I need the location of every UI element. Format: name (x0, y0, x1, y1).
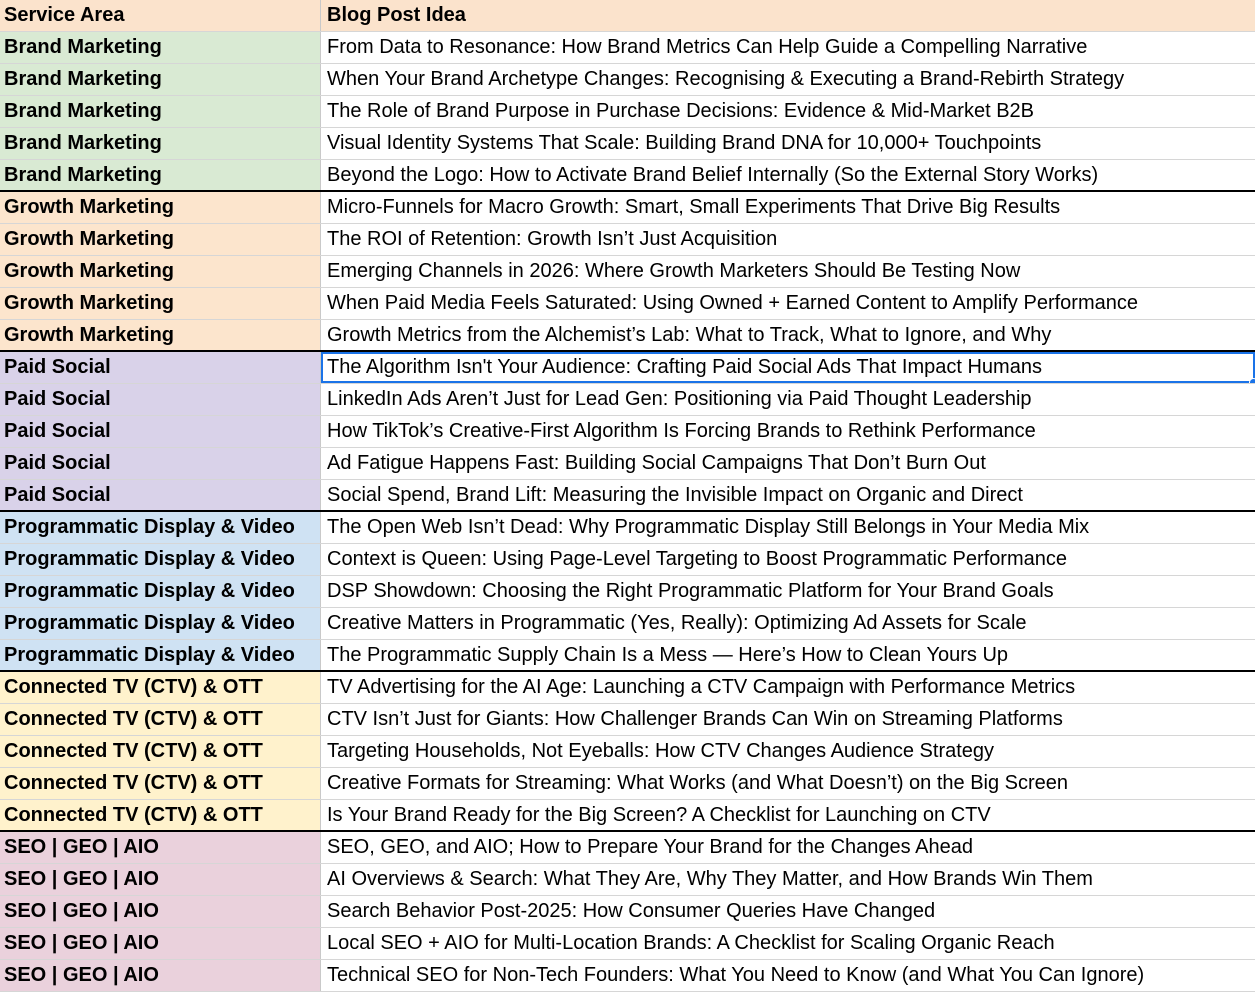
service-area-cell[interactable]: Brand Marketing (0, 32, 321, 63)
blog-post-idea-cell[interactable]: Creative Matters in Programmatic (Yes, Really): Optimizing Ad Assets for Scale (327, 612, 1027, 634)
service-area-cell[interactable]: SEO | GEO | AIO (0, 864, 321, 895)
service-area-cell[interactable]: Growth Marketing (0, 288, 321, 319)
fill-handle[interactable] (1249, 378, 1255, 383)
table-row (0, 320, 1255, 352)
service-area-cell[interactable]: Connected TV (CTV) & OTT (0, 736, 321, 767)
blog-post-idea-cell[interactable]: The ROI of Retention: Growth Isn’t Just Acquisition (327, 228, 778, 250)
service-area-cell[interactable]: SEO | GEO | AIO (0, 832, 321, 863)
table-row (0, 448, 1255, 480)
header-service-area[interactable]: Service Area (0, 0, 321, 31)
blog-post-idea-cell[interactable]: SEO, GEO, and AIO; How to Prepare Your Brand for the Changes Ahead (327, 836, 973, 858)
table-row (0, 672, 1255, 704)
blog-post-idea-cell[interactable]: LinkedIn Ads Aren’t Just for Lead Gen: Positioning via Paid Thought Leadership (327, 388, 1032, 410)
service-area-cell[interactable]: Programmatic Display & Video (0, 576, 321, 607)
blog-post-idea-cell[interactable]: Creative Formats for Streaming: What Works (and What Doesn’t) on the Big Screen (327, 772, 1069, 794)
service-area-cell[interactable]: Programmatic Display & Video (0, 608, 321, 639)
blog-post-idea-cell[interactable]: AI Overviews & Search: What They Are, Why They Matter, and How Brands Win Them (327, 868, 1093, 890)
service-area-cell[interactable]: Connected TV (CTV) & OTT (0, 800, 321, 830)
service-area-cell[interactable]: Programmatic Display & Video (0, 512, 321, 543)
service-area-cell[interactable]: Paid Social (0, 448, 321, 479)
table-row (0, 736, 1255, 768)
blog-post-idea-cell[interactable]: Emerging Channels in 2026: Where Growth Marketers Should Be Testing Now (327, 260, 1021, 282)
service-area-cell[interactable]: Paid Social (0, 352, 321, 383)
service-area-cell[interactable]: Growth Marketing (0, 256, 321, 287)
blog-post-idea-cell[interactable]: Growth Metrics from the Alchemist’s Lab: What to Track, What to Ignore, and Why (327, 324, 1052, 346)
service-area-cell[interactable]: Growth Marketing (0, 320, 321, 350)
table-row (0, 512, 1255, 544)
table-row (0, 64, 1255, 96)
table-row (0, 896, 1255, 928)
table-row (0, 704, 1255, 736)
table-row (0, 864, 1255, 896)
service-area-cell[interactable]: SEO | GEO | AIO (0, 896, 321, 927)
blog-post-idea-cell[interactable]: DSP Showdown: Choosing the Right Programmatic Platform for Your Brand Goals (327, 580, 1054, 602)
table-row (0, 384, 1255, 416)
service-area-cell[interactable]: Paid Social (0, 416, 321, 447)
table-row (0, 608, 1255, 640)
table-row (0, 640, 1255, 672)
blog-post-idea-cell[interactable]: Targeting Households, Not Eyeballs: How CTV Changes Audience Strategy (327, 740, 995, 762)
blog-post-idea-cell[interactable]: Micro-Funnels for Macro Growth: Smart, Small Experiments That Drive Big Results (327, 196, 1061, 218)
table-row (0, 192, 1255, 224)
table-row (0, 832, 1255, 864)
table-row (0, 288, 1255, 320)
blog-post-idea-cell[interactable]: The Programmatic Supply Chain Is a Mess — Here’s How to Clean Yours Up (327, 644, 1009, 666)
service-area-cell[interactable]: Connected TV (CTV) & OTT (0, 704, 321, 735)
service-area-cell[interactable]: SEO | GEO | AIO (0, 960, 321, 991)
service-area-cell[interactable]: Brand Marketing (0, 64, 321, 95)
blog-post-idea-cell[interactable]: CTV Isn’t Just for Giants: How Challenger Brands Can Win on Streaming Platforms (327, 708, 1063, 730)
blog-post-idea-cell[interactable]: Technical SEO for Non-Tech Founders: What You Need to Know (and What You Can Ignore) (327, 964, 1145, 986)
blog-post-idea-cell[interactable]: Local SEO + AIO for Multi-Location Brands: A Checklist for Scaling Organic Reach (327, 932, 1055, 954)
table-row (0, 160, 1255, 192)
table-row (0, 352, 1255, 384)
service-area-cell[interactable]: Brand Marketing (0, 96, 321, 127)
table-row (0, 256, 1255, 288)
blog-post-idea-cell[interactable]: Ad Fatigue Happens Fast: Building Social Campaigns That Don’t Burn Out (327, 452, 986, 474)
blog-post-idea-cell[interactable]: Visual Identity Systems That Scale: Building Brand DNA for 10,000+ Touchpoints (327, 132, 1042, 154)
service-area-cell[interactable]: Paid Social (0, 480, 321, 510)
service-area-cell[interactable]: Brand Marketing (0, 160, 321, 190)
table-row (0, 576, 1255, 608)
selected-cell[interactable]: The Algorithm Isn't Your Audience: Crafting Paid Social Ads That Impact Humans (321, 352, 1255, 383)
service-area-cell[interactable]: Paid Social (0, 384, 321, 415)
table-row (0, 544, 1255, 576)
service-area-cell[interactable]: Connected TV (CTV) & OTT (0, 768, 321, 799)
header-blog-post-idea[interactable]: Blog Post Idea (327, 4, 466, 26)
service-area-cell[interactable]: SEO | GEO | AIO (0, 928, 321, 959)
table-row (0, 800, 1255, 832)
service-area-cell[interactable]: Connected TV (CTV) & OTT (0, 672, 321, 703)
table-row (0, 224, 1255, 256)
table-row (0, 960, 1255, 992)
blog-post-idea-cell[interactable]: From Data to Resonance: How Brand Metrics Can Help Guide a Compelling Narrative (327, 36, 1088, 58)
table-row (0, 128, 1255, 160)
header-row (0, 0, 1255, 32)
table-row (0, 96, 1255, 128)
blog-post-idea-cell[interactable]: Social Spend, Brand Lift: Measuring the Invisible Impact on Organic and Direct (327, 484, 1023, 506)
table-row (0, 928, 1255, 960)
table-row (0, 32, 1255, 64)
table-row (0, 416, 1255, 448)
blog-post-idea-cell[interactable]: Context is Queen: Using Page-Level Targeting to Boost Programmatic Performance (327, 548, 1067, 570)
blog-post-idea-cell[interactable]: Is Your Brand Ready for the Big Screen? A Checklist for Launching on CTV (327, 804, 991, 826)
blog-post-idea-cell[interactable]: When Paid Media Feels Saturated: Using Owned + Earned Content to Amplify Performance (327, 292, 1138, 314)
blog-post-idea-cell[interactable]: How TikTok’s Creative-First Algorithm Is Forcing Brands to Rethink Performance (327, 420, 1036, 442)
blog-post-idea-cell[interactable]: Beyond the Logo: How to Activate Brand Belief Internally (So the External Story Works) (327, 164, 1099, 186)
service-area-cell[interactable]: Programmatic Display & Video (0, 640, 321, 670)
blog-post-idea-cell[interactable]: Search Behavior Post-2025: How Consumer Queries Have Changed (327, 900, 936, 922)
blog-post-idea-cell[interactable]: The Role of Brand Purpose in Purchase Decisions: Evidence & Mid-Market B2B (327, 100, 1035, 122)
service-area-cell[interactable]: Programmatic Display & Video (0, 544, 321, 575)
blog-post-idea-cell[interactable]: When Your Brand Archetype Changes: Recognising & Executing a Brand-Rebirth Strategy (327, 68, 1125, 90)
blog-post-idea-cell[interactable]: The Open Web Isn’t Dead: Why Programmatic Display Still Belongs in Your Media Mix (327, 516, 1090, 538)
service-area-cell[interactable]: Brand Marketing (0, 128, 321, 159)
service-area-cell[interactable]: Growth Marketing (0, 224, 321, 255)
blog-post-idea-cell[interactable]: TV Advertising for the AI Age: Launching a CTV Campaign with Performance Metrics (327, 676, 1076, 698)
table-row (0, 768, 1255, 800)
table-row (0, 480, 1255, 512)
service-area-cell[interactable]: Growth Marketing (0, 192, 321, 223)
